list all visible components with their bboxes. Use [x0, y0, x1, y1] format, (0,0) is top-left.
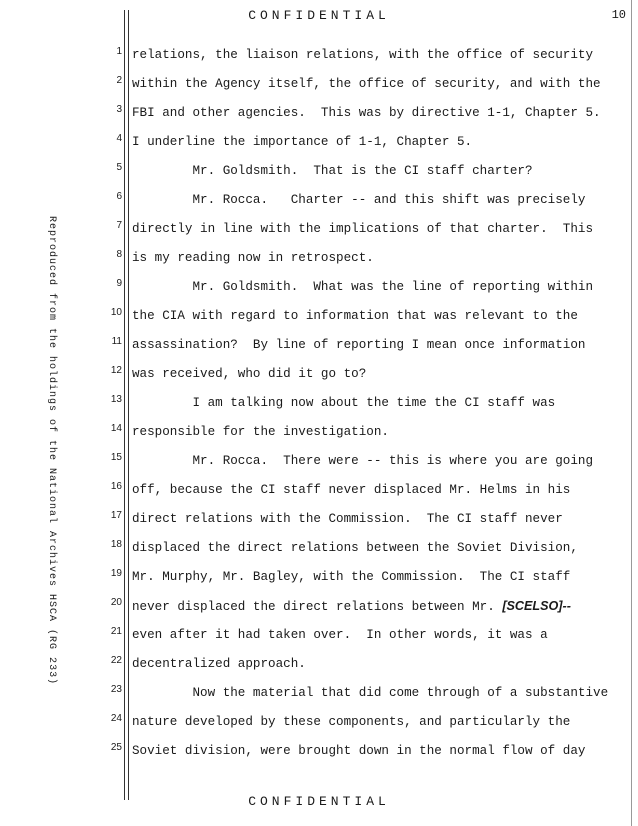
- transcript-line: direct relations with the Commission. The CI staff never: [132, 512, 563, 526]
- line-number: 16: [110, 481, 122, 492]
- left-margin-rule: [124, 10, 125, 800]
- transcript-line: directly in line with the implications of that charter. This: [132, 222, 594, 236]
- transcript-line: Mr. Goldsmith. That is the CI staff charter?: [132, 164, 533, 178]
- line-number: 19: [110, 568, 122, 579]
- transcript-line: I underline the importance of 1-1, Chapter 5.: [132, 135, 473, 149]
- line-number: 11: [111, 336, 122, 347]
- line-number: 17: [110, 510, 122, 521]
- line-number: 21: [110, 626, 122, 637]
- transcript-line: the CIA with regard to information that was relevant to the: [132, 309, 578, 323]
- transcript-line: even after it had taken over. In other words, it was a: [132, 628, 548, 642]
- page-header: CONFIDENTIAL: [248, 8, 390, 23]
- archive-stamp: Reproduced from the holdings of the National Archives HSCA (RG 233): [46, 216, 57, 686]
- line-number: 22: [110, 655, 122, 666]
- line-number: 7: [116, 220, 122, 231]
- line-number: 6: [116, 191, 122, 202]
- line-number: 14: [110, 423, 122, 434]
- line-number: 4: [116, 133, 122, 144]
- line-number: 2: [116, 75, 122, 86]
- line-number: 10: [110, 307, 122, 318]
- page-number: 10: [611, 8, 626, 22]
- transcript-line: Mr. Murphy, Mr. Bagley, with the Commission. The CI staff: [132, 570, 571, 584]
- line-number: 24: [110, 713, 122, 724]
- transcript-line: off, because the CI staff never displaced Mr. Helms in his: [132, 483, 571, 497]
- line-number: 15: [110, 452, 122, 463]
- line-number: 8: [116, 249, 122, 260]
- transcript-line: I am talking now about the time the CI staff was: [132, 396, 556, 410]
- line-number: 20: [110, 597, 122, 608]
- transcript-line: was received, who did it go to?: [132, 367, 367, 381]
- transcript-line: Now the material that did come through of a substantive: [132, 686, 609, 700]
- right-margin-rule: [631, 0, 632, 826]
- transcript-line: assassination? By line of reporting I mean once information: [132, 338, 586, 352]
- left-margin-rule-inner: [128, 10, 129, 800]
- transcript-line: is my reading now in retrospect.: [132, 251, 374, 265]
- transcript-line: displaced the direct relations between the Soviet Division,: [132, 541, 578, 555]
- line-number: 1: [116, 46, 122, 57]
- transcript-line: relations, the liaison relations, with the office of security: [132, 48, 594, 62]
- transcript-line: within the Agency itself, the office of security, and with the: [132, 77, 601, 91]
- transcript-line: Mr. Goldsmith. What was the line of reporting within: [132, 280, 594, 294]
- transcript-line: Mr. Rocca. Charter -- and this shift was precisely: [132, 193, 586, 207]
- line-number: 23: [110, 684, 122, 695]
- line-number: 3: [116, 104, 122, 115]
- transcript-line: FBI and other agencies. This was by directive 1-1, Chapter 5.: [132, 106, 601, 120]
- line-number: 25: [110, 742, 122, 753]
- transcript-line: nature developed by these components, and particularly the: [132, 715, 571, 729]
- transcript-line: Soviet division, were brought down in the normal flow of day: [132, 744, 586, 758]
- page-footer: CONFIDENTIAL: [248, 794, 390, 809]
- transcript-line: responsible for the investigation.: [132, 425, 389, 439]
- transcript-line-text: never displaced the direct relations between Mr.: [132, 600, 503, 614]
- transcript-line: decentralized approach.: [132, 657, 306, 671]
- line-number: 12: [110, 365, 122, 376]
- line-number: 13: [110, 394, 122, 405]
- handwritten-redaction-insert: [SCELSO]--: [502, 599, 571, 613]
- line-number: 9: [116, 278, 122, 289]
- transcript-line: [132, 598, 622, 615]
- line-number: 18: [110, 539, 122, 550]
- line-number: 5: [116, 162, 122, 173]
- transcript-line: Mr. Rocca. There were -- this is where you are going: [132, 454, 594, 468]
